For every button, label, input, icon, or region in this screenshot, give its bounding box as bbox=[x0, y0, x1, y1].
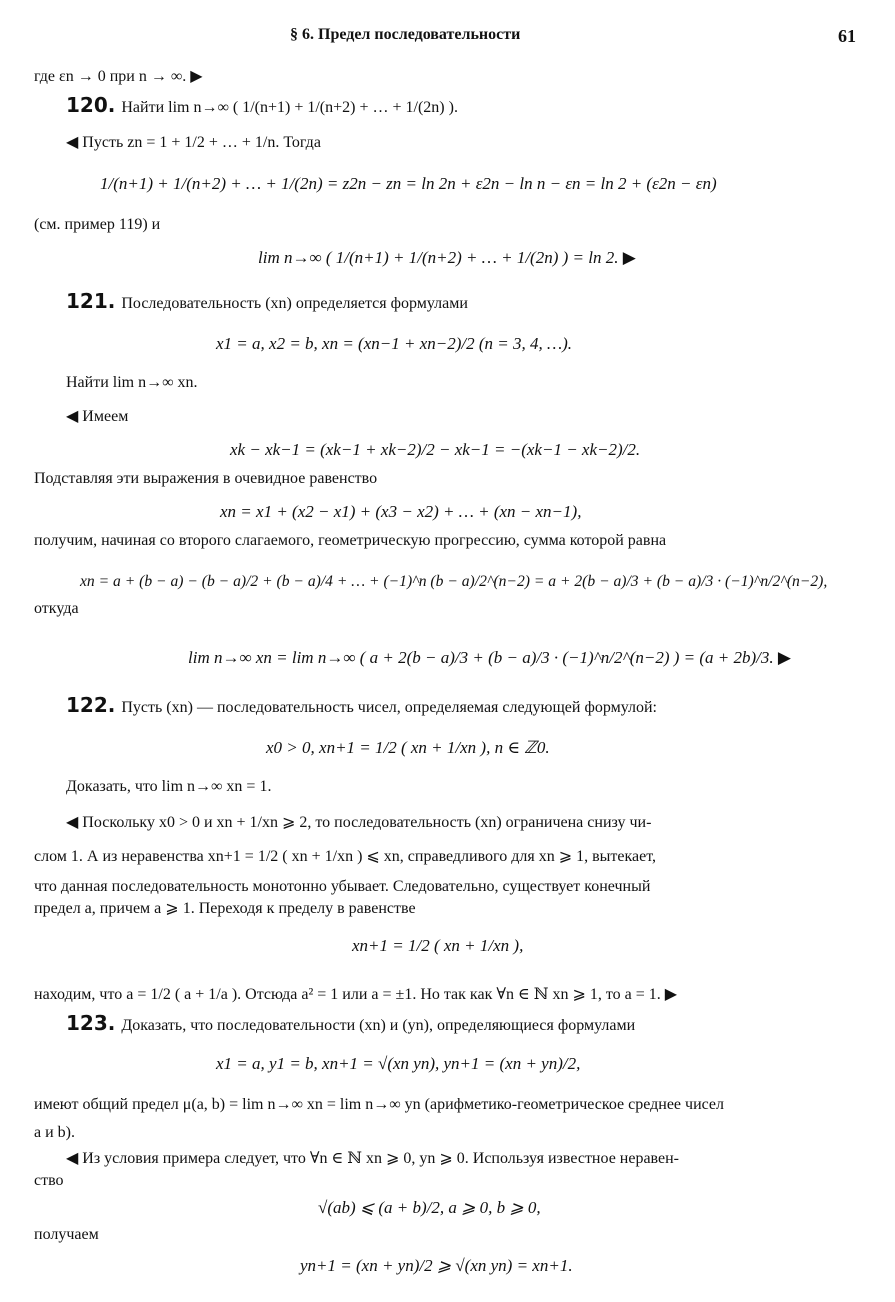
solution-line: ◀ Поскольку x0 > 0 и xn + 1/xn ⩾ 2, то последовательность (xn) ограничена снизу чи- bbox=[66, 814, 652, 831]
solution-line: ◀ Из условия примера следует, что ∀n ∈ ℕ xn ⩾ 0, yn ⩾ 0. Используя известное неравен- bbox=[66, 1150, 680, 1167]
text-line: получим, начиная со второго слагаемого, геометрическую прогрессию, сумма которой равна bbox=[34, 532, 667, 549]
solution-line: ◀ Пусть zn = 1 + 1/2 + … + 1/n. Тогда bbox=[66, 134, 321, 151]
problem-number: 120. bbox=[66, 93, 116, 117]
text-line: (см. пример 119) и bbox=[34, 216, 161, 233]
section-title: § 6. Предел последовательности bbox=[290, 26, 521, 43]
problem-number: 123. bbox=[66, 1011, 116, 1035]
equation: xn = x1 + (x2 − x1) + (x3 − x2) + … + (xn − xn−1), bbox=[220, 502, 582, 521]
problem-task: Пусть (xn) — последовательность чисел, определяемая следующей формулой: bbox=[121, 699, 657, 716]
text-line: имеют общий предел μ(a, b) = lim n→∞ xn = lim n→∞ yn (арифметико-геометрическое среднее чисел bbox=[34, 1096, 725, 1113]
equation: lim n→∞ xn = lim n→∞ ( a + 2(b − a)/3 + (b − a)/3 · (−1)^n/2^(n−2) ) = (a + 2b)/3. ▶ bbox=[188, 648, 791, 667]
equation: x1 = a, y1 = b, xn+1 = √(xn yn), yn+1 = (xn + yn)/2, bbox=[216, 1054, 581, 1073]
equation: x1 = a, x2 = b, xn = (xn−1 + xn−2)/2 (n = 3, 4, …). bbox=[216, 334, 573, 353]
text-line: ство bbox=[34, 1172, 64, 1189]
text-line: откуда bbox=[34, 600, 79, 617]
text-line: находим, что a = 1/2 ( a + 1/a ). Отсюда a² = 1 или a = ±1. Но так как ∀n ∈ ℕ xn ⩾ 1, то a = 1. ▶ bbox=[34, 986, 678, 1003]
problem-121-heading bbox=[66, 290, 468, 315]
equation: xk − xk−1 = (xk−1 + xk−2)/2 − xk−1 = −(xk−1 − xk−2)/2. bbox=[230, 440, 641, 459]
problem-task: Последовательность (xn) определяется формулами bbox=[121, 295, 468, 312]
text-line: Доказать, что lim n→∞ xn = 1. bbox=[66, 778, 272, 795]
equation: xn = a + (b − a) − (b − a)/2 + (b − a)/4 + … + (−1)^n (b − a)/2^(n−2) = a + 2(b − a)/3 + (b − a)/3 · (−1)^n/2^(n−2), bbox=[80, 573, 828, 590]
equation: yn+1 = (xn + yn)/2 ⩾ √(xn yn) = xn+1. bbox=[300, 1256, 573, 1275]
equation: xn+1 = 1/2 ( xn + 1/xn ), bbox=[352, 936, 524, 955]
text-line: Подставляя эти выражения в очевидное равенство bbox=[34, 470, 378, 487]
text-line: где εn → 0 при n → ∞. ▶ bbox=[34, 68, 203, 85]
running-header bbox=[0, 26, 895, 52]
text-line: Найти lim n→∞ xn. bbox=[66, 374, 198, 391]
problem-number: 121. bbox=[66, 289, 116, 313]
text-line: получаем bbox=[34, 1226, 99, 1243]
page-number: 61 bbox=[838, 26, 856, 46]
problem-task: Найти lim n→∞ ( 1/(n+1) + 1/(n+2) + … + 1/(2n) ). bbox=[121, 99, 458, 116]
problem-123-heading bbox=[66, 1012, 635, 1037]
equation: lim n→∞ ( 1/(n+1) + 1/(n+2) + … + 1/(2n) ) = ln 2. ▶ bbox=[258, 248, 636, 267]
equation: 1/(n+1) + 1/(n+2) + … + 1/(2n) = z2n − zn = ln 2n + ε2n − ln n − εn = ln 2 + (ε2n − εn) bbox=[100, 174, 717, 193]
text-line: слом 1. А из неравенства xn+1 = 1/2 ( xn + 1/xn ) ⩽ xn, справедливого для xn ⩾ 1, вытекает, bbox=[34, 848, 657, 865]
problem-task: Доказать, что последовательности (xn) и (yn), определяющиеся формулами bbox=[121, 1017, 636, 1034]
solution-line: ◀ Имеем bbox=[66, 408, 129, 425]
equation: x0 > 0, xn+1 = 1/2 ( xn + 1/xn ), n ∈ ℤ0. bbox=[266, 738, 550, 757]
equation: √(ab) ⩽ (a + b)/2, a ⩾ 0, b ⩾ 0, bbox=[318, 1198, 541, 1217]
text-line: предел a, причем a ⩾ 1. Переходя к пределу в равенстве bbox=[34, 900, 416, 917]
problem-number: 122. bbox=[66, 693, 116, 717]
problem-120-heading bbox=[66, 94, 458, 119]
problem-122-heading bbox=[66, 694, 657, 719]
text-line: что данная последовательность монотонно убывает. Следовательно, существует конечный bbox=[34, 878, 651, 895]
text-line: a и b). bbox=[34, 1124, 75, 1141]
